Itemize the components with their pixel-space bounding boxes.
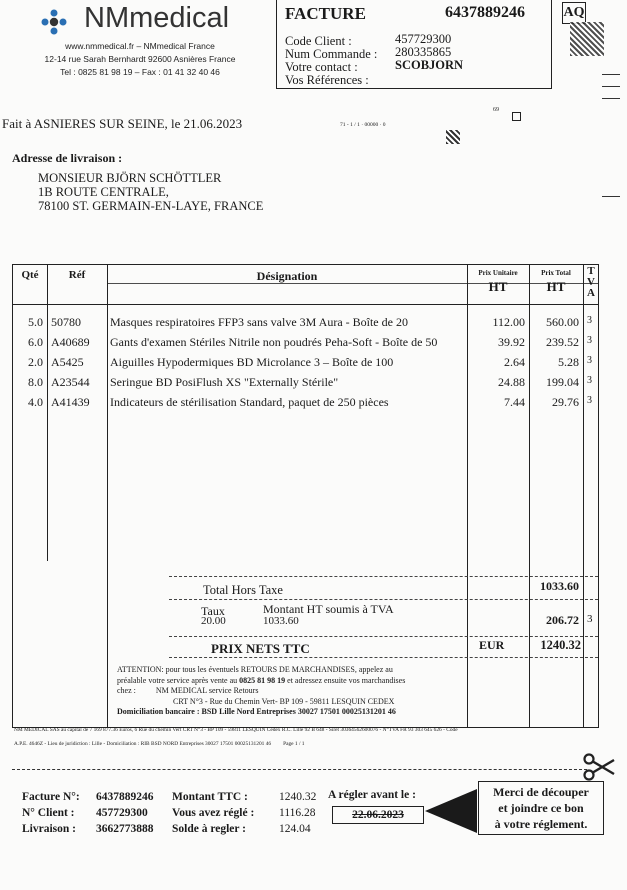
- place-date: Fait à ASNIERES SUR SEINE, le 21.06.2023: [2, 116, 243, 131]
- merci-line: Merci de découper: [493, 785, 589, 799]
- page-code: 71 - 1 / 1 · 00000 · 0: [340, 122, 386, 128]
- delivery-label: Adresse de livraison :: [12, 151, 123, 165]
- cell-ref: A40689: [51, 335, 90, 349]
- contact-label: Votre contact :: [285, 60, 358, 74]
- attention-line: chez : NM MEDICAL service Retours: [117, 686, 259, 695]
- col-header-qty: Qté: [21, 269, 39, 281]
- cell-ref: A5425: [51, 355, 84, 369]
- invoice-table: [12, 264, 599, 728]
- montant-ht-tva-label: Montant HT soumis à TVA: [263, 602, 394, 616]
- cell-ref: 50780: [51, 315, 81, 329]
- bank-line: Domiciliation bancaire : BSD Lille Nord Entreprises 30027 17501 00025131201 46: [117, 707, 396, 716]
- attention-line: ATTENTION: pour tous les éventuels RETOURS DE MARCHANDISES, appelez au: [117, 665, 393, 674]
- cell-tva: 3: [587, 395, 592, 406]
- qr-code-icon: [570, 22, 604, 56]
- code-client-value: 457729300: [395, 32, 452, 46]
- small-barcode-icon: [446, 130, 460, 144]
- cell-qty: 2.0: [28, 355, 43, 369]
- attention-block: [117, 665, 405, 718]
- logo-name: NMmedical: [84, 2, 230, 34]
- col-header-ref: Réf: [68, 269, 86, 281]
- cell-tva: 3: [587, 335, 592, 346]
- ttc-value: 1240.32: [540, 638, 581, 652]
- num-commande-label: Num Commande :: [285, 47, 378, 61]
- col-header-designation: Désignation: [256, 269, 318, 283]
- margin-mark: [602, 98, 620, 99]
- margin-mark: [602, 196, 620, 197]
- cell-ref: A23544: [51, 375, 90, 389]
- slip-regle-value: 1116.28: [279, 807, 316, 819]
- col-header-tva: T V A: [587, 265, 595, 299]
- legal-line-2: A.P.E. 4646Z - Lieu de juridiction : Lille - Domiciliation : RIB BSD NORD Entreprises 30027 17501 00025131201 46 Page 1 / 1: [14, 741, 305, 747]
- contact-value: SCOBJORN: [395, 58, 464, 72]
- taux-label: Taux: [201, 604, 225, 618]
- cell-qty: 4.0: [28, 395, 43, 409]
- slip-client-label: N° Client :: [22, 807, 75, 819]
- slip-livraison-label: Livraison :: [22, 823, 76, 835]
- delivery-line: 78100 ST. GERMAIN-EN-LAYE, FRANCE: [38, 199, 264, 213]
- slip-livraison-value: 3662773888: [96, 823, 154, 835]
- cell-tva: 3: [587, 355, 592, 366]
- logo-dots-icon: [40, 8, 78, 36]
- company-address: 12-14 rue Sarah Bernhardt 92600 Asnières France: [44, 54, 236, 64]
- cell-total: 199.04: [546, 375, 579, 389]
- tva-amount: 206.72: [546, 613, 579, 627]
- cell-qty: 8.0: [28, 375, 43, 389]
- company-phone: Tel : 0825 81 98 19 – Fax : 01 41 32 40 46: [60, 67, 220, 77]
- cell-tva: 3: [587, 375, 592, 386]
- merci-line: à votre réglement.: [494, 817, 588, 831]
- col-header-total: Prix Total: [541, 269, 571, 277]
- slip-ttc-value: 1240.32: [279, 791, 317, 803]
- references-label: Vos Références :: [285, 73, 369, 87]
- invoice-number: 6437889246: [445, 4, 525, 21]
- cell-total: 560.00: [546, 315, 579, 329]
- slip-facture-value: 6437889246: [96, 791, 154, 803]
- merci-box: [478, 781, 604, 835]
- cut-line: [12, 769, 587, 770]
- cell-total: 239.52: [546, 335, 579, 349]
- stamp-box: AQ: [562, 2, 586, 24]
- checkbox-mark-icon: [512, 112, 521, 121]
- slip-solde-value: 124.04: [279, 823, 311, 835]
- company-website: www.nmmedical.fr – NMmedical France: [65, 41, 215, 51]
- cell-ref: A41439: [51, 395, 90, 409]
- cell-unit-price: 7.44: [504, 395, 525, 409]
- merci-line: et joindre ce bon: [498, 801, 584, 815]
- cell-designation: Gants d'examen Stériles Nitrile non poudrés Peha-Soft - Boîte de 50: [110, 335, 438, 349]
- invoice-title: FACTURE: [285, 4, 366, 23]
- cell-unit-price: 39.92: [498, 335, 525, 349]
- delivery-line: 1B ROUTE CENTRALE,: [38, 185, 169, 199]
- margin-mark: [602, 86, 620, 87]
- slip-facture-label: Facture N°:: [22, 791, 80, 803]
- ttc-label: PRIX NETS TTC: [211, 641, 310, 656]
- delivery-address: [38, 171, 263, 213]
- slip-solde-label: Solde à regler :: [172, 823, 246, 835]
- cell-designation: Masques respiratoires FFP3 sans valve 3M Aura - Boîte de 20: [110, 315, 408, 329]
- due-date: 22.06.2023: [352, 809, 404, 821]
- tva-code: 3: [587, 613, 593, 625]
- company-logo: [40, 4, 240, 38]
- code-client-label: Code Client :: [285, 34, 352, 48]
- taux-value: 20.00: [201, 615, 226, 627]
- montant-ht-tva-value: 1033.60: [263, 615, 299, 627]
- col-header-unit-price: Prix Unitaire: [478, 269, 518, 277]
- cell-designation: Aiguilles Hypodermiques BD Microlance 3 – Boîte de 100: [110, 355, 394, 369]
- margin-mark: [602, 74, 620, 75]
- num-commande-value: 280335865: [395, 45, 452, 59]
- arrow-left-icon: [425, 787, 477, 835]
- cell-qty: 5.0: [28, 315, 43, 329]
- slip-due-label: A régler avant le :: [328, 789, 416, 801]
- slip-regle-label: Vous avez réglé :: [172, 807, 255, 819]
- slip-ttc-label: Montant TTC :: [172, 791, 248, 803]
- scissors-icon: [582, 750, 616, 784]
- currency: EUR: [479, 638, 505, 652]
- corner-number: 69: [493, 107, 499, 113]
- cell-total: 29.76: [552, 395, 579, 409]
- invoice-header-box: [276, 0, 552, 89]
- legal-line-1: NM MEDICAL SAS au capital de 7 169 877.36 Euros, 6 Rue du chemin Vert CRT N°3 - BP 109 - 59811 LESQUIN Cedex R.C. Lille 92 B 648 - Siret 30364562600076 - N°TVA FR 93 303 645 626 - Code: [14, 727, 458, 733]
- col-header-total-ht: HT: [546, 279, 566, 294]
- cell-unit-price: 112.00: [492, 315, 525, 329]
- cell-total: 5.28: [558, 355, 579, 369]
- attention-line: préalable votre service après vente au 0825 81 98 19 et adressez ensuite vos marchandises: [117, 675, 406, 685]
- slip-client-value: 457729300: [96, 807, 148, 819]
- col-header-unit-price-ht: HT: [488, 279, 508, 294]
- total-ht-label: Total Hors Taxe: [203, 583, 283, 597]
- attention-line: CRT N°3 - Rue du Chemin Vert- BP 109 - 59811 LESQUIN CEDEX: [173, 696, 395, 706]
- total-ht-value: 1033.60: [540, 579, 579, 593]
- delivery-line: MONSIEUR BJÖRN SCHÖTTLER: [38, 171, 222, 185]
- cell-qty: 6.0: [28, 335, 43, 349]
- cell-unit-price: 24.88: [498, 375, 525, 389]
- cell-unit-price: 2.64: [504, 355, 525, 369]
- due-date-box: [332, 806, 424, 824]
- cell-designation: Seringue BD PosiFlush XS "Externally Stérile": [110, 375, 339, 389]
- cell-designation: Indicateurs de stérilisation Standard, paquet de 250 pièces: [110, 395, 389, 409]
- cell-tva: 3: [587, 315, 592, 326]
